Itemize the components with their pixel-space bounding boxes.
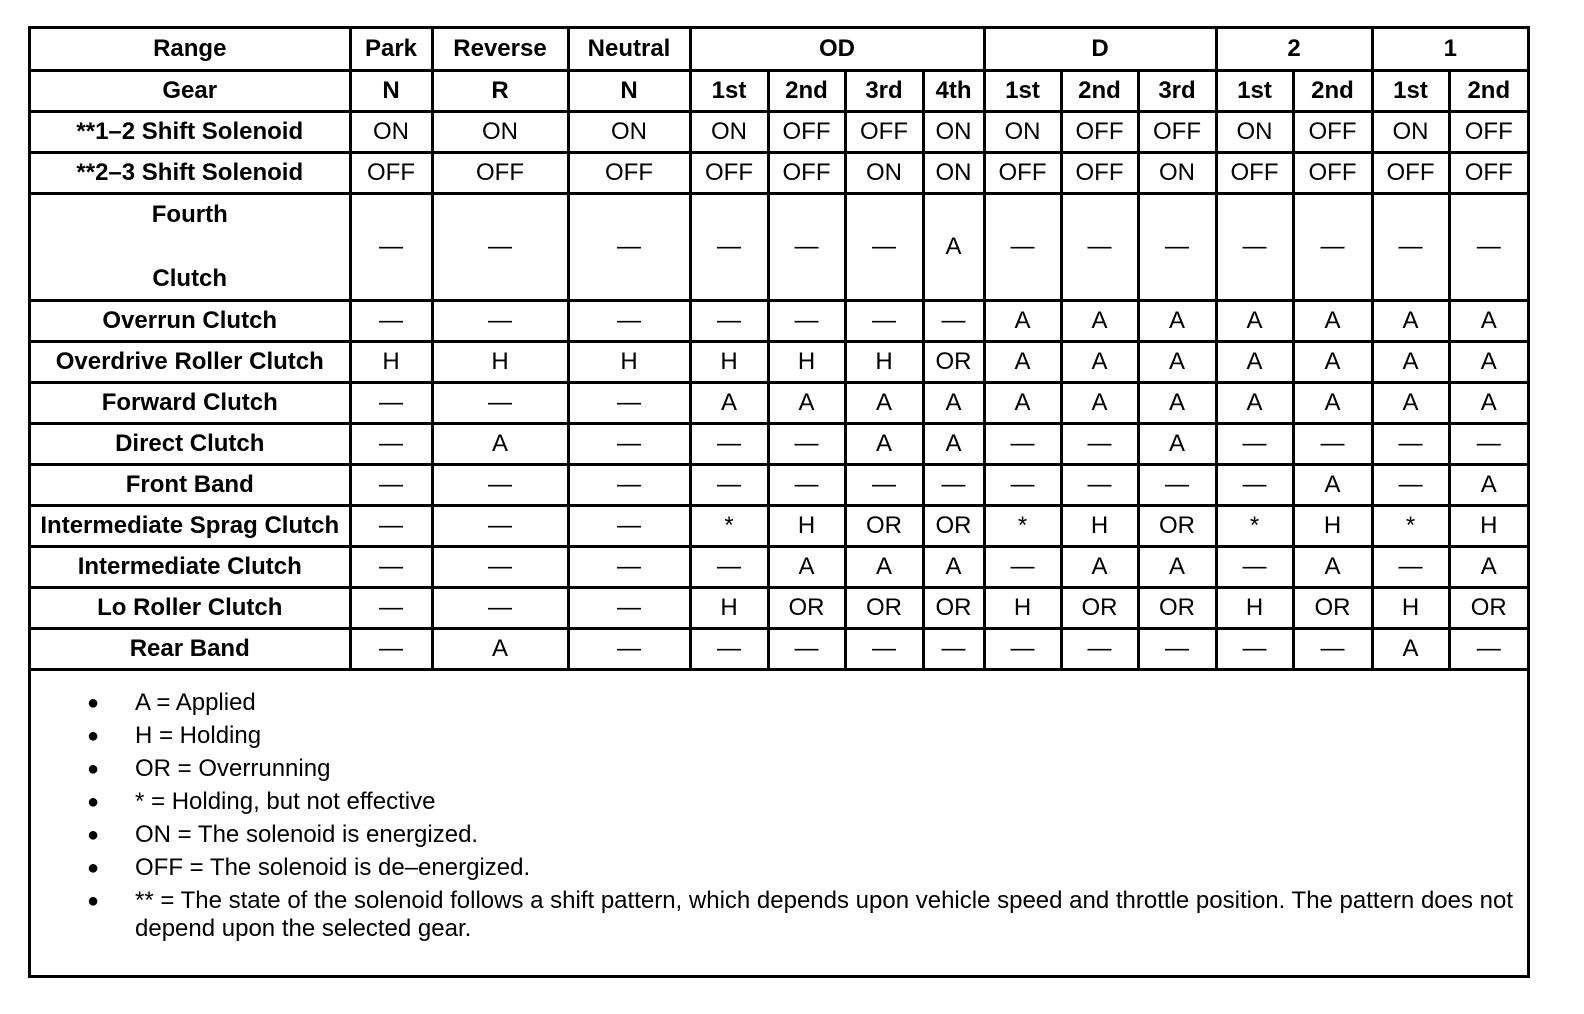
table-row bbox=[31, 505, 1527, 546]
value-cell: A bbox=[923, 423, 984, 464]
value-cell: — bbox=[768, 193, 845, 300]
value-cell: * bbox=[1216, 505, 1293, 546]
value-cell: — bbox=[568, 423, 690, 464]
value-cell: — bbox=[1061, 464, 1138, 505]
row-label: Overdrive Roller Clutch bbox=[31, 341, 350, 382]
value-cell: OFF bbox=[845, 111, 923, 152]
value-cell: — bbox=[984, 546, 1061, 587]
value-cell: A bbox=[432, 628, 568, 669]
value-cell: ON bbox=[923, 152, 984, 193]
row-label: Intermediate Sprag Clutch bbox=[31, 505, 350, 546]
row-label: **1–2 Shift Solenoid bbox=[31, 111, 350, 152]
shift-chart-frame bbox=[28, 26, 1530, 978]
value-cell: A bbox=[984, 341, 1061, 382]
row-label: Forward Clutch bbox=[31, 382, 350, 423]
value-cell: A bbox=[1372, 628, 1449, 669]
legend-item bbox=[31, 821, 1527, 849]
bullet-icon: ● bbox=[87, 824, 100, 846]
range-reverse: Reverse bbox=[432, 29, 568, 70]
value-cell: A bbox=[923, 546, 984, 587]
value-cell: — bbox=[432, 587, 568, 628]
legend-text: ** = The state of the solenoid follows a shift pattern, which depends upon vehicle speed and throttle position. The pattern does not depend upon the selected gear. bbox=[135, 887, 1514, 942]
value-cell: A bbox=[984, 300, 1061, 341]
value-cell: H bbox=[1449, 505, 1527, 546]
table-row bbox=[31, 193, 1527, 300]
value-cell: OR bbox=[1138, 505, 1216, 546]
value-cell: — bbox=[432, 193, 568, 300]
value-cell: — bbox=[845, 193, 923, 300]
table-row bbox=[31, 382, 1527, 423]
table-row bbox=[31, 341, 1527, 382]
range-park: Park bbox=[350, 29, 432, 70]
range-od: OD bbox=[690, 29, 984, 70]
value-cell: H bbox=[568, 341, 690, 382]
legend-item bbox=[31, 722, 1527, 750]
value-cell: — bbox=[432, 546, 568, 587]
value-cell: ON bbox=[1372, 111, 1449, 152]
value-cell: — bbox=[984, 423, 1061, 464]
row-label: Intermediate Clutch bbox=[31, 546, 350, 587]
value-cell: A bbox=[1372, 382, 1449, 423]
value-cell: OR bbox=[845, 505, 923, 546]
value-cell: — bbox=[1216, 464, 1293, 505]
value-cell: OFF bbox=[1293, 152, 1372, 193]
range-label: Range bbox=[31, 29, 350, 70]
gear-cell: 2nd bbox=[1449, 70, 1527, 111]
value-cell: OFF bbox=[1061, 111, 1138, 152]
value-cell: A bbox=[1138, 423, 1216, 464]
value-cell: — bbox=[568, 193, 690, 300]
value-cell: * bbox=[1372, 505, 1449, 546]
value-cell: A bbox=[923, 382, 984, 423]
value-cell: — bbox=[432, 382, 568, 423]
value-cell: ON bbox=[984, 111, 1061, 152]
shift-chart-table bbox=[31, 29, 1527, 671]
value-cell: OR bbox=[923, 341, 984, 382]
value-cell: — bbox=[984, 464, 1061, 505]
row-label: Direct Clutch bbox=[31, 423, 350, 464]
range-2: 2 bbox=[1216, 29, 1372, 70]
value-cell: A bbox=[1216, 300, 1293, 341]
value-cell: H bbox=[1061, 505, 1138, 546]
value-cell: A bbox=[845, 382, 923, 423]
value-cell: A bbox=[1061, 382, 1138, 423]
value-cell: ON bbox=[1138, 152, 1216, 193]
value-cell: — bbox=[923, 300, 984, 341]
value-cell: A bbox=[1449, 300, 1527, 341]
row-label: **2–3 Shift Solenoid bbox=[31, 152, 350, 193]
value-cell: — bbox=[1372, 193, 1449, 300]
value-cell: — bbox=[690, 423, 768, 464]
gear-cell: 2nd bbox=[768, 70, 845, 111]
value-cell: H bbox=[1216, 587, 1293, 628]
bullet-icon: ● bbox=[87, 890, 100, 912]
value-cell: OFF bbox=[568, 152, 690, 193]
value-cell: * bbox=[690, 505, 768, 546]
value-cell: ON bbox=[845, 152, 923, 193]
value-cell: — bbox=[1138, 628, 1216, 669]
value-cell: ON bbox=[1216, 111, 1293, 152]
value-cell: A bbox=[1061, 546, 1138, 587]
value-cell: — bbox=[1138, 464, 1216, 505]
value-cell: — bbox=[1293, 423, 1372, 464]
legend-list bbox=[31, 675, 1527, 943]
gear-cell: R bbox=[432, 70, 568, 111]
value-cell: OR bbox=[1138, 587, 1216, 628]
value-cell: OFF bbox=[1138, 111, 1216, 152]
value-cell: OFF bbox=[1372, 152, 1449, 193]
legend-text: * = Holding, but not effective bbox=[135, 788, 436, 815]
table-row bbox=[31, 423, 1527, 464]
value-cell: OR bbox=[923, 587, 984, 628]
value-cell: A bbox=[432, 423, 568, 464]
value-cell: — bbox=[690, 546, 768, 587]
row-label: Front Band bbox=[31, 464, 350, 505]
value-cell: — bbox=[984, 628, 1061, 669]
gear-cell: N bbox=[350, 70, 432, 111]
value-cell: H bbox=[768, 341, 845, 382]
value-cell: H bbox=[432, 341, 568, 382]
value-cell: H bbox=[1372, 587, 1449, 628]
value-cell: H bbox=[690, 341, 768, 382]
value-cell: — bbox=[768, 464, 845, 505]
value-cell: A bbox=[1216, 341, 1293, 382]
value-cell: A bbox=[1293, 382, 1372, 423]
value-cell: OFF bbox=[768, 111, 845, 152]
value-cell: OR bbox=[768, 587, 845, 628]
value-cell: A bbox=[1293, 546, 1372, 587]
value-cell: — bbox=[568, 587, 690, 628]
gear-cell: 1st bbox=[1216, 70, 1293, 111]
value-cell: — bbox=[432, 464, 568, 505]
value-cell: OFF bbox=[1216, 152, 1293, 193]
gear-cell: 2nd bbox=[1293, 70, 1372, 111]
value-cell: — bbox=[1216, 423, 1293, 464]
value-cell: OR bbox=[1449, 587, 1527, 628]
value-cell: OFF bbox=[690, 152, 768, 193]
value-cell: — bbox=[768, 300, 845, 341]
value-cell: — bbox=[1216, 628, 1293, 669]
value-cell: A bbox=[1449, 546, 1527, 587]
value-cell: — bbox=[350, 587, 432, 628]
legend-text: A = Applied bbox=[135, 689, 256, 716]
gear-cell: 1st bbox=[1372, 70, 1449, 111]
value-cell: A bbox=[1138, 300, 1216, 341]
value-cell: — bbox=[350, 423, 432, 464]
bullet-icon: ● bbox=[87, 791, 100, 813]
value-cell: A bbox=[1449, 341, 1527, 382]
legend-item bbox=[31, 887, 1527, 943]
value-cell: — bbox=[568, 505, 690, 546]
value-cell: OFF bbox=[350, 152, 432, 193]
value-cell: A bbox=[1372, 341, 1449, 382]
value-cell: — bbox=[1293, 628, 1372, 669]
value-cell: A bbox=[1372, 300, 1449, 341]
value-cell: — bbox=[568, 382, 690, 423]
value-cell: — bbox=[350, 193, 432, 300]
legend-text: OR = Overrunning bbox=[135, 755, 331, 782]
value-cell: — bbox=[1449, 423, 1527, 464]
legend-item bbox=[31, 755, 1527, 783]
value-cell: — bbox=[1293, 193, 1372, 300]
legend-item bbox=[31, 689, 1527, 717]
value-cell: — bbox=[768, 423, 845, 464]
value-cell: A bbox=[923, 193, 984, 300]
gear-cell: 4th bbox=[923, 70, 984, 111]
value-cell: H bbox=[350, 341, 432, 382]
value-cell: — bbox=[568, 464, 690, 505]
bullet-icon: ● bbox=[87, 857, 100, 879]
value-cell: — bbox=[1372, 423, 1449, 464]
value-cell: ON bbox=[350, 111, 432, 152]
value-cell: OR bbox=[1293, 587, 1372, 628]
value-cell: — bbox=[568, 628, 690, 669]
value-cell: — bbox=[845, 300, 923, 341]
value-cell: — bbox=[568, 300, 690, 341]
value-cell: OFF bbox=[984, 152, 1061, 193]
value-cell: A bbox=[984, 382, 1061, 423]
value-cell: — bbox=[1449, 628, 1527, 669]
row-label-bottom: Clutch bbox=[152, 264, 228, 292]
value-cell: — bbox=[350, 300, 432, 341]
gear-label: Gear bbox=[31, 70, 350, 111]
value-cell: — bbox=[1216, 546, 1293, 587]
value-cell: OFF bbox=[768, 152, 845, 193]
value-cell: — bbox=[768, 628, 845, 669]
value-cell: OFF bbox=[1061, 152, 1138, 193]
value-cell: — bbox=[923, 628, 984, 669]
value-cell: A bbox=[1138, 382, 1216, 423]
value-cell: — bbox=[568, 546, 690, 587]
value-cell: H bbox=[1293, 505, 1372, 546]
value-cell: — bbox=[1138, 193, 1216, 300]
value-cell: ON bbox=[568, 111, 690, 152]
value-cell: A bbox=[845, 423, 923, 464]
row-label: Rear Band bbox=[31, 628, 350, 669]
value-cell: — bbox=[1216, 193, 1293, 300]
gear-row bbox=[31, 70, 1527, 111]
table-row bbox=[31, 152, 1527, 193]
gear-cell: 3rd bbox=[845, 70, 923, 111]
value-cell: — bbox=[690, 193, 768, 300]
value-cell: OR bbox=[1061, 587, 1138, 628]
value-cell: A bbox=[690, 382, 768, 423]
value-cell: H bbox=[845, 341, 923, 382]
value-cell: — bbox=[350, 628, 432, 669]
value-cell: — bbox=[350, 505, 432, 546]
row-label-top: Fourth bbox=[151, 200, 228, 228]
value-cell: — bbox=[690, 300, 768, 341]
value-cell: A bbox=[845, 546, 923, 587]
value-cell: OFF bbox=[1449, 111, 1527, 152]
value-cell: — bbox=[923, 464, 984, 505]
value-cell: ON bbox=[690, 111, 768, 152]
legend-text: H = Holding bbox=[135, 722, 262, 749]
range-d: D bbox=[984, 29, 1216, 70]
value-cell: A bbox=[768, 546, 845, 587]
value-cell: — bbox=[350, 382, 432, 423]
range-1: 1 bbox=[1372, 29, 1527, 70]
value-cell: — bbox=[432, 505, 568, 546]
value-cell: — bbox=[984, 193, 1061, 300]
value-cell: — bbox=[1372, 464, 1449, 505]
value-cell: A bbox=[1449, 464, 1527, 505]
value-cell: OR bbox=[923, 505, 984, 546]
value-cell: OR bbox=[845, 587, 923, 628]
value-cell: * bbox=[984, 505, 1061, 546]
bullet-icon: ● bbox=[87, 758, 100, 780]
table-row bbox=[31, 587, 1527, 628]
gear-cell: 2nd bbox=[1061, 70, 1138, 111]
value-cell: A bbox=[1061, 341, 1138, 382]
legend-item bbox=[31, 854, 1527, 882]
value-cell: — bbox=[690, 464, 768, 505]
table-row bbox=[31, 628, 1527, 669]
value-cell: — bbox=[1449, 193, 1527, 300]
legend-text: ON = The solenoid is energized. bbox=[135, 821, 479, 848]
bullet-icon: ● bbox=[87, 692, 100, 714]
value-cell: — bbox=[1061, 423, 1138, 464]
gear-cell: N bbox=[568, 70, 690, 111]
value-cell: A bbox=[1138, 546, 1216, 587]
table-row bbox=[31, 300, 1527, 341]
value-cell: — bbox=[350, 546, 432, 587]
table-row bbox=[31, 546, 1527, 587]
value-cell: A bbox=[1293, 464, 1372, 505]
value-cell: A bbox=[1061, 300, 1138, 341]
legend-text: OFF = The solenoid is de–energized. bbox=[135, 854, 531, 881]
legend-item bbox=[31, 788, 1527, 816]
row-label: Lo Roller Clutch bbox=[31, 587, 350, 628]
value-cell: A bbox=[1138, 341, 1216, 382]
value-cell: — bbox=[845, 464, 923, 505]
value-cell: — bbox=[690, 628, 768, 669]
value-cell: A bbox=[768, 382, 845, 423]
value-cell: H bbox=[690, 587, 768, 628]
value-cell: — bbox=[1061, 628, 1138, 669]
value-cell: — bbox=[1372, 546, 1449, 587]
legend-notes bbox=[31, 675, 1527, 948]
value-cell: A bbox=[1293, 300, 1372, 341]
value-cell: H bbox=[984, 587, 1061, 628]
gear-cell: 1st bbox=[984, 70, 1061, 111]
gear-cell: 3rd bbox=[1138, 70, 1216, 111]
value-cell: — bbox=[845, 628, 923, 669]
value-cell: A bbox=[1293, 341, 1372, 382]
table-body bbox=[31, 29, 1527, 669]
row-label: Overrun Clutch bbox=[31, 300, 350, 341]
row-label bbox=[31, 193, 350, 300]
value-cell: ON bbox=[432, 111, 568, 152]
table-row bbox=[31, 464, 1527, 505]
gear-cell: 1st bbox=[690, 70, 768, 111]
range-neutral: Neutral bbox=[568, 29, 690, 70]
range-row bbox=[31, 29, 1527, 70]
value-cell: — bbox=[1061, 193, 1138, 300]
table-row bbox=[31, 111, 1527, 152]
value-cell: H bbox=[768, 505, 845, 546]
value-cell: A bbox=[1449, 382, 1527, 423]
value-cell: OFF bbox=[1293, 111, 1372, 152]
value-cell: A bbox=[1216, 382, 1293, 423]
value-cell: — bbox=[350, 464, 432, 505]
value-cell: OFF bbox=[432, 152, 568, 193]
bullet-icon: ● bbox=[87, 725, 100, 747]
value-cell: OFF bbox=[1449, 152, 1527, 193]
value-cell: ON bbox=[923, 111, 984, 152]
value-cell: — bbox=[432, 300, 568, 341]
